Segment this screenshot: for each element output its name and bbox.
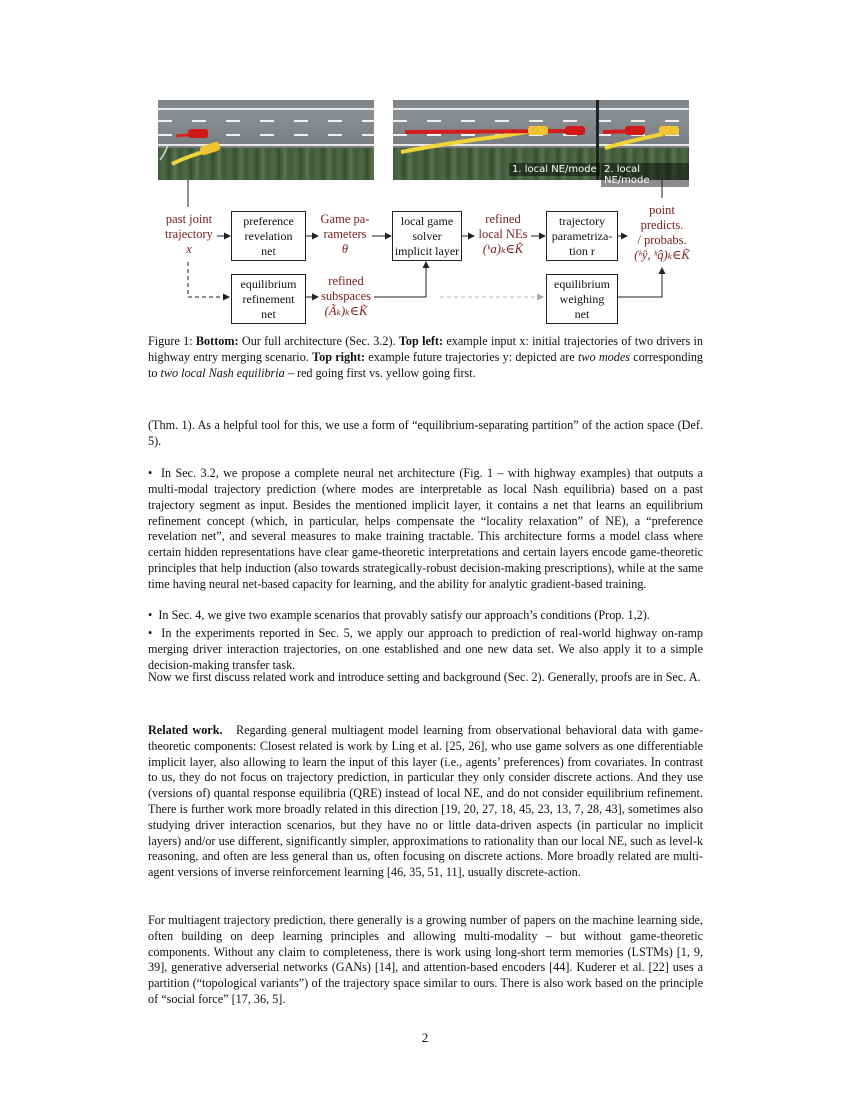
bullet-experiments: • In the experiments reported in Sec. 5, we apply our approach to prediction of real-world highway on-ramp merging driver interaction trajectories, on one established and one new data set. We also apply it to a simple decision-making transfer task. <box>148 626 703 672</box>
architecture-arrows <box>0 0 850 340</box>
bullet-scenarios: • In Sec. 4, we give two example scenarios that provably satisfy our approach’s conditions (Prop. 1,2). <box>148 608 650 623</box>
related-work-paragraph: Related work. Regarding general multiagent model learning from observational behavioral data with game-theoretic components: Closest related is work by Ling et al. [25, 26], who use game solvers as one differentiable implicit layer, also allowing to learn the input of this layer (i.e., agents’ preferences) from covariates. In contrast to us, they do not focus on trajectory prediction, in particular they only consider discrete actions. And they use (versions of) quantal response equilibria (QRE) instead of local NE, and do not consider equilibrium refinement. There is further work more broadly related in this direction [19, 20, 27, 18, 45, 23, 13, 7, 28, 43], sometimes also studying driver interaction scenarios, but they have no or little data-driven aspects (in particular no implicit layers) and/or use different, significantly simpler, approximations to rationality than our local NE, such as level-k reasoning, and often are less general than us, often focusing on discrete actions. More broadly related are multi-agent versions of inverse reinforcement learning [46, 35, 51, 11], usually discrete-action. <box>148 723 704 880</box>
paragraph-thm: (Thm. 1). As a helpful tool for this, we use a form of “equilibrium-separating partition” of the action space (Def. 5). <box>148 418 703 448</box>
refined-local-nes-label: refined local NEs (ᵏa)ₖ∈K̃ <box>478 212 528 256</box>
input-label: past joint trajectory x <box>165 212 213 256</box>
equilibrium-weighing-net-box: equilibrium weighing net <box>546 274 618 324</box>
page-number: 2 <box>421 1030 429 1045</box>
equilibrium-refinement-net-box: equilibrium refinement net <box>231 274 306 324</box>
trajectory-parametrization-box: trajectory parametriza- tion r <box>546 211 618 261</box>
figure-caption: Figure 1: Bottom: Our full architecture (Sec. 3.2). Top left: example input x: initial trajectories of two drivers in highway entry merging scenario. Top right: example future trajectories y: depicted are two modes corresponding to two local Nash equilibria – red going first vs. yellow going first. <box>148 334 704 380</box>
point-predictions-label: point predicts. / probabs. (ᵏŷ, ᵏq̂)ₖ∈K̃ <box>634 203 690 262</box>
paragraph-overview: Now we first discuss related work and introduce setting and background (Sec. 2). Generally, proofs are in Sec. A. <box>148 670 701 684</box>
local-game-solver-box: local game solver implicit layer <box>392 211 462 261</box>
refined-subspaces-label: refined subspaces (Ãₖ)ₖ∈K̃ <box>321 274 371 318</box>
game-parameters-label: Game pa- rameters θ <box>320 212 370 256</box>
mode-1-tag: 1. local NE/mode <box>509 163 600 176</box>
preference-revelation-net-box: preference revelation net <box>231 211 306 261</box>
paragraph-trajectory-prediction: For multiagent trajectory prediction, there generally is a growing number of papers on the machine learning side, often building on deep learning principles and allowing multi-modality – but without game-theoretic components. Without any claim to completeness, there is work using long-short term memories (LSTMs) [1, 9, 39], generative adverserial networks (GANs) [14], and attention-based encoders [44]. Kuderer et al. [22] uses a partition (“topological variants”) of the trajectory space similar to ours. There is also work based on the principle of “social force” [17, 36, 5]. <box>148 913 703 1006</box>
mode-2-tag: 2. local NE/mode <box>601 163 689 187</box>
bullet-architecture: • In Sec. 3.2, we propose a complete neural net architecture (Fig. 1 – with highway examples) that outputs a multi-modal trajectory prediction (where modes are interpretable as local Nash equilibria) based on a past trajectory segment as input. Besides the mentioned implicit layer, it contains a net that learns an equilibrium refinement concept (which, in particular, helps compensate the “locality relaxation” of NE), a “preference revelation net”, and several measures to make training tractable. This architecture forms a model class where certain hidden representations have clear game-theoretic interpretations and certain layers encode game-theoretic principles that help induction (also towards strategically-robust decision-making prescriptions), while at the same time having neural net-based capacity for learning, and the ability for analytic gradient-based training. <box>148 466 703 591</box>
related-work-heading: Related work. <box>148 723 223 737</box>
